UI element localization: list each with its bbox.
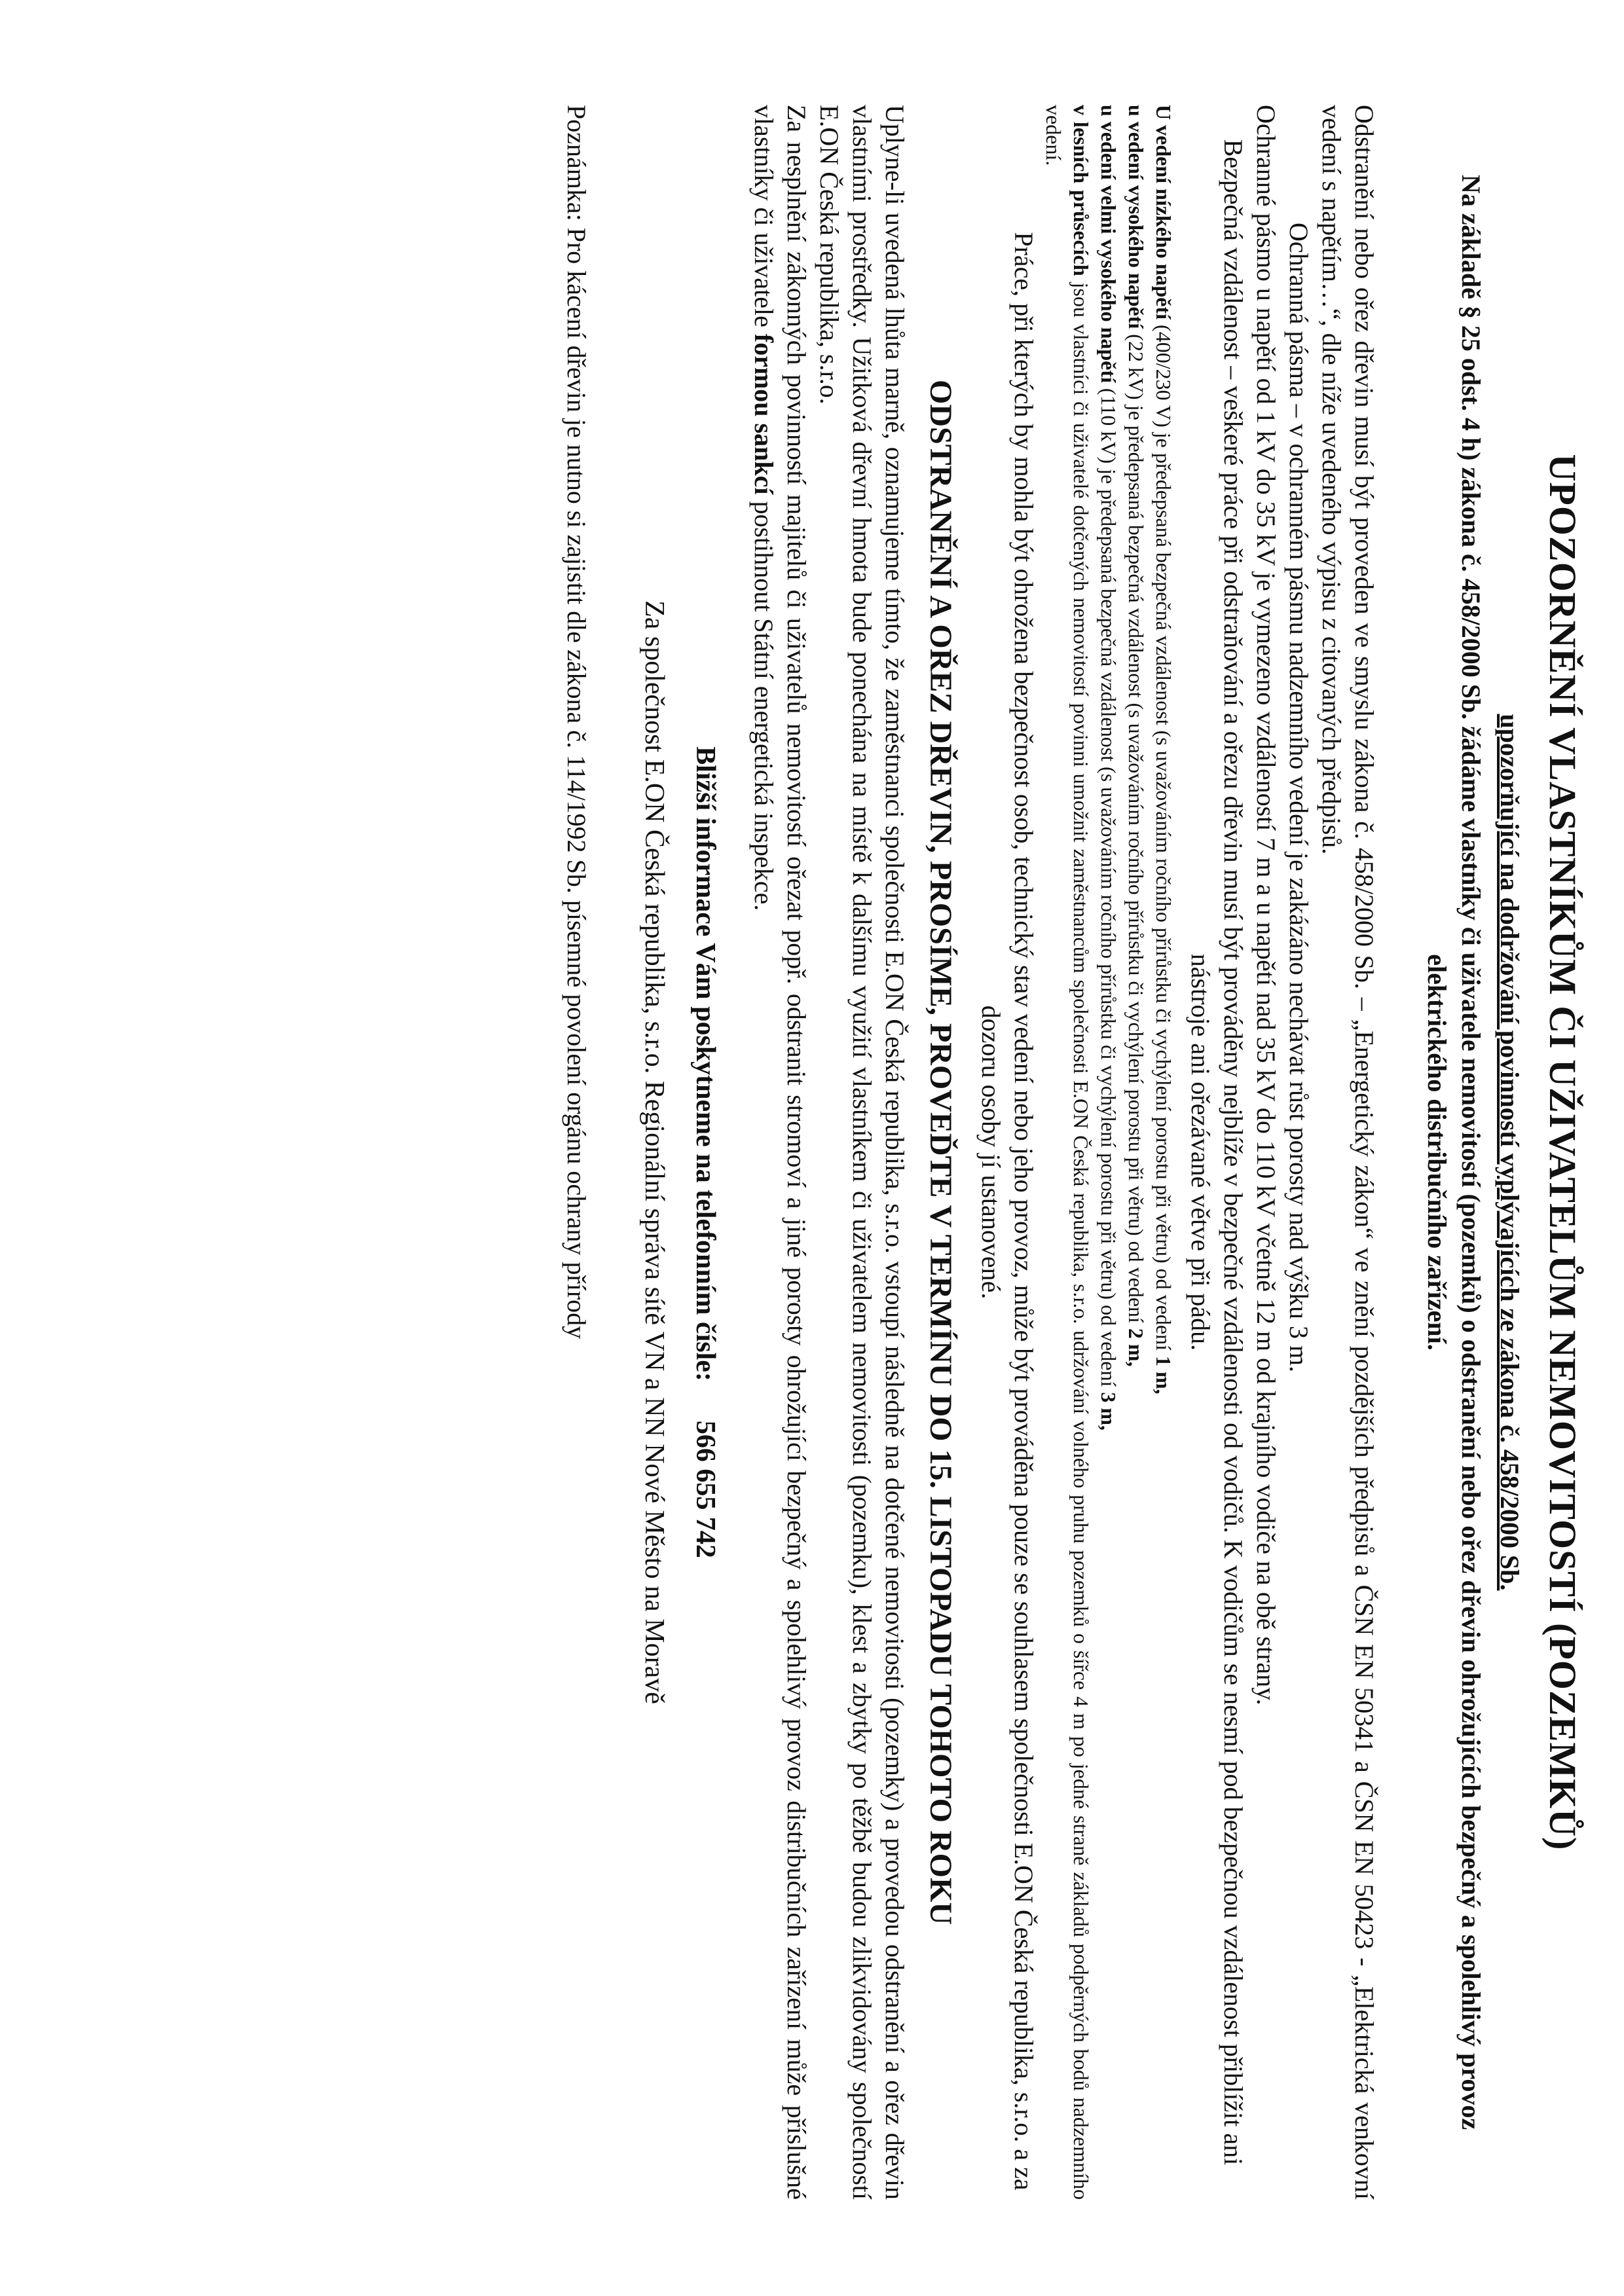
notice-document <box>288 105 1585 2200</box>
paragraph-consequences: Uplyne-li uvedená lhůta marně, oznamujeme tímto, že zaměstnanci společnosti E.ON Česká republika, s.r.o. vstoupí následně na dotčené nemovitosti (pozemky) a provedou odstranění a ořez dřevin vlastními prostředky. Užitková dřevní hmota bude ponechána na místě k dalšímu využití vlastníkem či uživatelem nemovitosti (pozemku), klest a zbytky po těžbě budou zlikvidovány společností E.ON Česká republika, s.r.o. <box>815 105 910 2200</box>
paragraph-protection-zones: Ochranná pásma – v ochranném pásmu nadzemního vedení je zakázáno nechávat růst porosty nad výšku 3 m. <box>1284 223 1314 1373</box>
phone-info <box>690 105 721 2200</box>
paragraph-safe-distance: Bezpečná vzdálenost – veškeré práce při odstraňování a ořezu dřevin musí být prováděny nejblíže v bezpečné vzdálenosti od vodičů. K vodičům se nesmí pod bezpečnou vzdálenost přiblížit ani nástroje ani ořezávané větve při pádu. <box>1186 139 1248 2166</box>
sanctions-text-before: Za nesplnění zákonných povinností majitelů či uživatelů nemovitostí ořezat popř. odstranit stromoví a jiné porosty ohrožující bezpečný a spolehlivý provoz distribučních zařízení může příslušné vlastníky či uživatele <box>749 105 811 2200</box>
rule-low-voltage-text: (400/230 V) je předepsaná bezpečná vzdálenost (s uvažováním ročního přírůstku či vychýlení porostu při větru) od vedení <box>1152 319 1175 1356</box>
paragraph-legal-basis: Odstranění nebo ořez dřevin musí být proveden ve smyslu zákona č. 458/2000 Sb. – „Energetický zákon“ ve znění pozdějších předpisů a ČSN EN 50341 a ČSN EN 50423 - „Elektrická venkovní vedení s napětím…“, dle níže uvedeného výpisu z citovaných předpisů. <box>1317 105 1379 2200</box>
rule-very-high-voltage-distance: 3 m, <box>1097 1392 1120 1431</box>
rule-low-voltage <box>1150 105 1177 2200</box>
sanctions-text-after: postihnout Státní energetická inspekce. <box>749 494 779 911</box>
rule-forest-text: jsou vlastníci či uživatelé dotčených nemovitostí povinni umožnit zaměstnancům společnosti E.ON Česká republika, s.r.o. udržování volného pruhu pozemků o šířce 4 m po jedné straně základů podpěrných bodů nadzemního vedení. <box>1042 105 1093 2200</box>
paragraph-protection-distance: Ochranné pásmo u napětí od 1 kV do 35 kV je vymezeno vzdáleností 7 m a u napětí nad 35 kV do 110 kV včetně 12 m od krajního vodiče na obě strany. <box>1251 105 1281 1705</box>
rule-very-high-voltage-text: (110 kV) je předepsaná bezpečná vzdálenost (s uvažováním ročního přírůstku či vychýlení porostu při větru) od vedení <box>1097 382 1120 1393</box>
rule-high-voltage-label: u vedení vysokého napětí <box>1124 105 1148 329</box>
document-title: UPOZORNĚNÍ VLASTNÍKŮM ČI UŽIVATELŮM NEMOVITOSTÍ (POZEMKŮ) <box>1541 454 1584 1851</box>
sanctions-text-bold: formou sankcí <box>749 333 779 495</box>
rule-forest-prefix: v <box>1069 105 1093 122</box>
paragraph-work-approval: Práce, při kterých by mohla být ohrožena bezpečnost osob, technický stav vedení nebo jeho provoz, může být prováděna pouze se souhlasem společnosti E.ON Česká republika, s.r.o. a za dozoru osoby jí ustanovené. <box>976 232 1039 2191</box>
rule-low-voltage-label: U vedení nízkého napětí <box>1152 105 1175 320</box>
footnote: Poznámka: Pro kácení dřevin je nutno si zajistit dle zákona č. 114/1992 Sb. písemné povolení orgánu ochrany přírody <box>562 105 591 1339</box>
phone-label: Bližší informace Vám poskytneme na telefonním čísle: <box>690 746 720 1381</box>
document-subtitle: upozorňující na dodržování povinností vyplývajících ze zákona č. 458/2000 Sb. <box>1495 714 1524 1591</box>
rule-low-voltage-distance: 1 m, <box>1152 1355 1175 1394</box>
phone-number: 566 655 742 <box>690 1420 720 1558</box>
deadline-heading: ODSTRANĚNÍ A OŘEZ DŘEVIN, PROSÍME, PROVEĎTE V TERMÍNU DO 15. LISTOPADU TOHOTO ROKU <box>923 380 958 1925</box>
signature-line: Za společnost E.ON Česká republika, s.r.o. Regionální správa sítě VN a NN Nové Město na Moravě <box>639 600 669 1704</box>
rule-forest-label: lesních průsecích <box>1069 121 1093 276</box>
rule-very-high-voltage-label: u vedení velmi vysokého napětí <box>1097 105 1120 383</box>
rule-very-high-voltage <box>1095 105 1122 2200</box>
rule-forest-clearings <box>1040 105 1095 2200</box>
rule-high-voltage-text: (22 kV) je předepsaná bezpečná vzdálenost (s uvažováním ročního přírůstku či vychýlení porostu při větru) od vedení <box>1124 329 1148 1328</box>
paragraph-sanctions <box>747 105 813 2200</box>
rule-high-voltage-distance: 2 m, <box>1124 1328 1148 1367</box>
lead-paragraph: Na základě § 25 odst. 4 h) zákona č. 458/2000 Sb. žádáme vlastníky či uživatele nemovitostí (pozemků) o odstranění nebo ořez dřevin ohrožujících bezpečný a spolehlivý provoz elektrického distribučního zařízení. <box>1422 174 1486 2130</box>
rule-high-voltage <box>1122 105 1150 2200</box>
